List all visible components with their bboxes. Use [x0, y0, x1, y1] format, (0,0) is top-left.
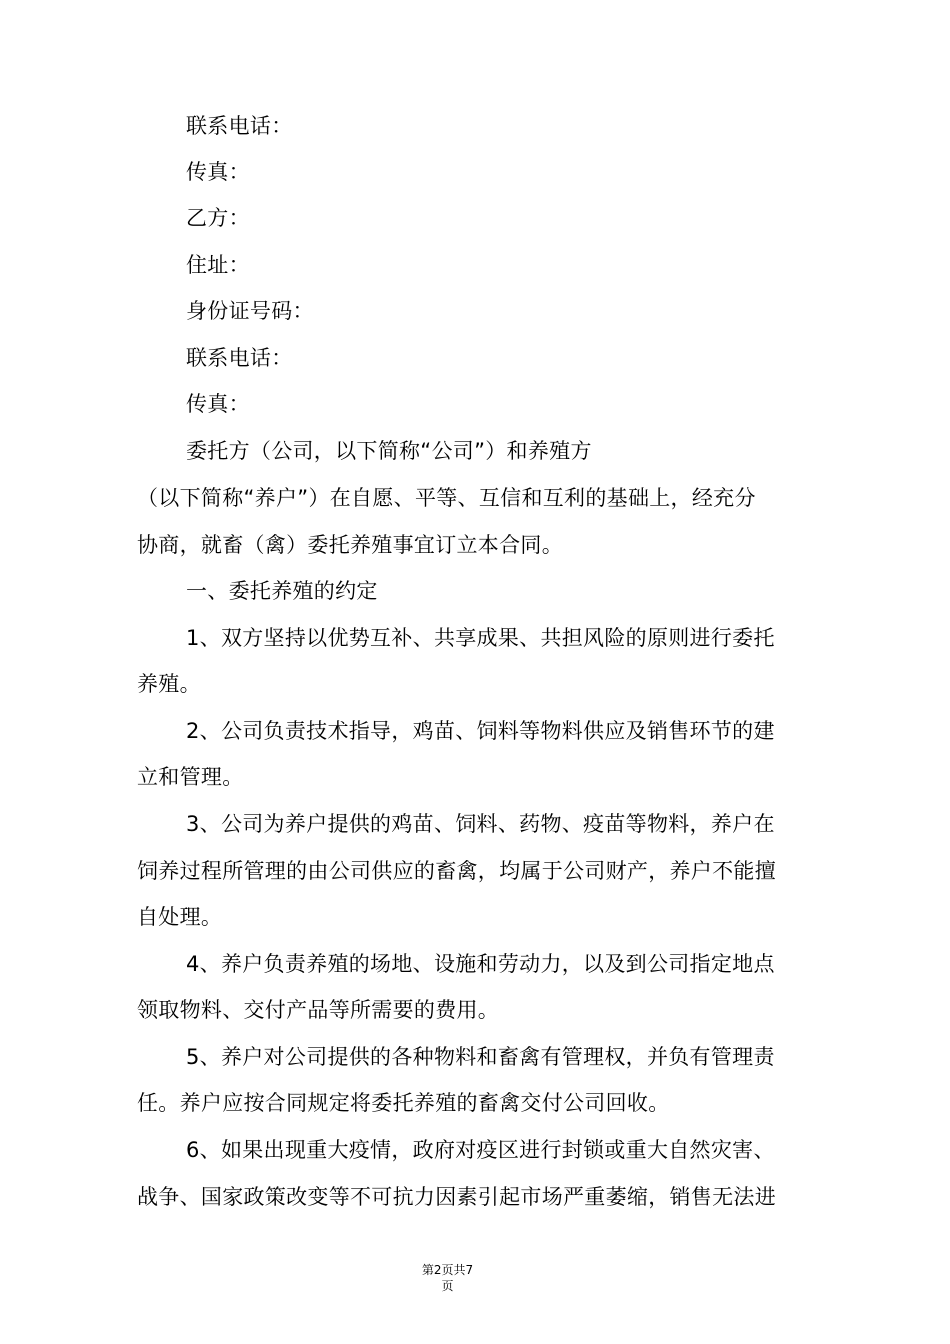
field-contact-phone-b: 联系电话：	[186, 346, 293, 370]
field-fax-b: 传真：	[186, 392, 250, 416]
intro-line-1: 委托方（公司，以下简称“公司”）和养殖方	[186, 439, 592, 463]
page-number-line-1: 第2页共7	[421, 1263, 474, 1277]
field-fax-a: 传真：	[186, 160, 250, 184]
field-address: 住址：	[186, 253, 250, 277]
clause-3-line-2: 饲养过程所管理的由公司供应的畜禽，均属于公司财产，养户不能擅	[137, 859, 776, 883]
clause-5-line-1: 5、养户对公司提供的各种物料和畜禽有管理权，并负有管理责	[186, 1045, 775, 1069]
clause-1-line-1: 1、双方坚持以优势互补、共享成果、共担风险的原则进行委托	[186, 626, 775, 650]
page-number-line-2: 页	[441, 1279, 454, 1293]
field-contact-phone-a: 联系电话：	[186, 114, 293, 138]
clause-2-line-2: 立和管理。	[137, 765, 244, 789]
clause-3-line-3: 自处理。	[137, 905, 223, 929]
intro-line-2: （以下简称“养户”）在自愿、平等、互信和互利的基础上，经充分	[137, 486, 756, 510]
clause-6-line-1: 6、如果出现重大疫情，政府对疫区进行封锁或重大自然灾害、	[186, 1138, 775, 1162]
section-heading: 一、委托养殖的约定	[186, 579, 378, 603]
clause-3-line-1: 3、公司为养户提供的鸡苗、饲料、药物、疫苗等物料，养户在	[186, 812, 775, 836]
field-party-b: 乙方：	[186, 206, 250, 230]
clause-4-line-1: 4、养户负责养殖的场地、设施和劳动力，以及到公司指定地点	[186, 952, 775, 976]
clause-4-line-2: 领取物料、交付产品等所需要的费用。	[137, 998, 500, 1022]
clause-1-line-2: 养殖。	[137, 672, 201, 696]
clause-2-line-1: 2、公司负责技术指导，鸡苗、饲料等物料供应及销售环节的建	[186, 719, 775, 743]
field-id-number: 身份证号码：	[186, 299, 314, 323]
clause-5-line-2: 任。养户应按合同规定将委托养殖的畜禽交付公司回收。	[137, 1091, 670, 1115]
intro-line-3: 协商，就畜（禽）委托养殖事宜订立本合同。	[137, 533, 563, 557]
clause-6-line-2: 战争、国家政策改变等不可抗力因素引起市场严重萎缩，销售无法进	[137, 1185, 776, 1209]
